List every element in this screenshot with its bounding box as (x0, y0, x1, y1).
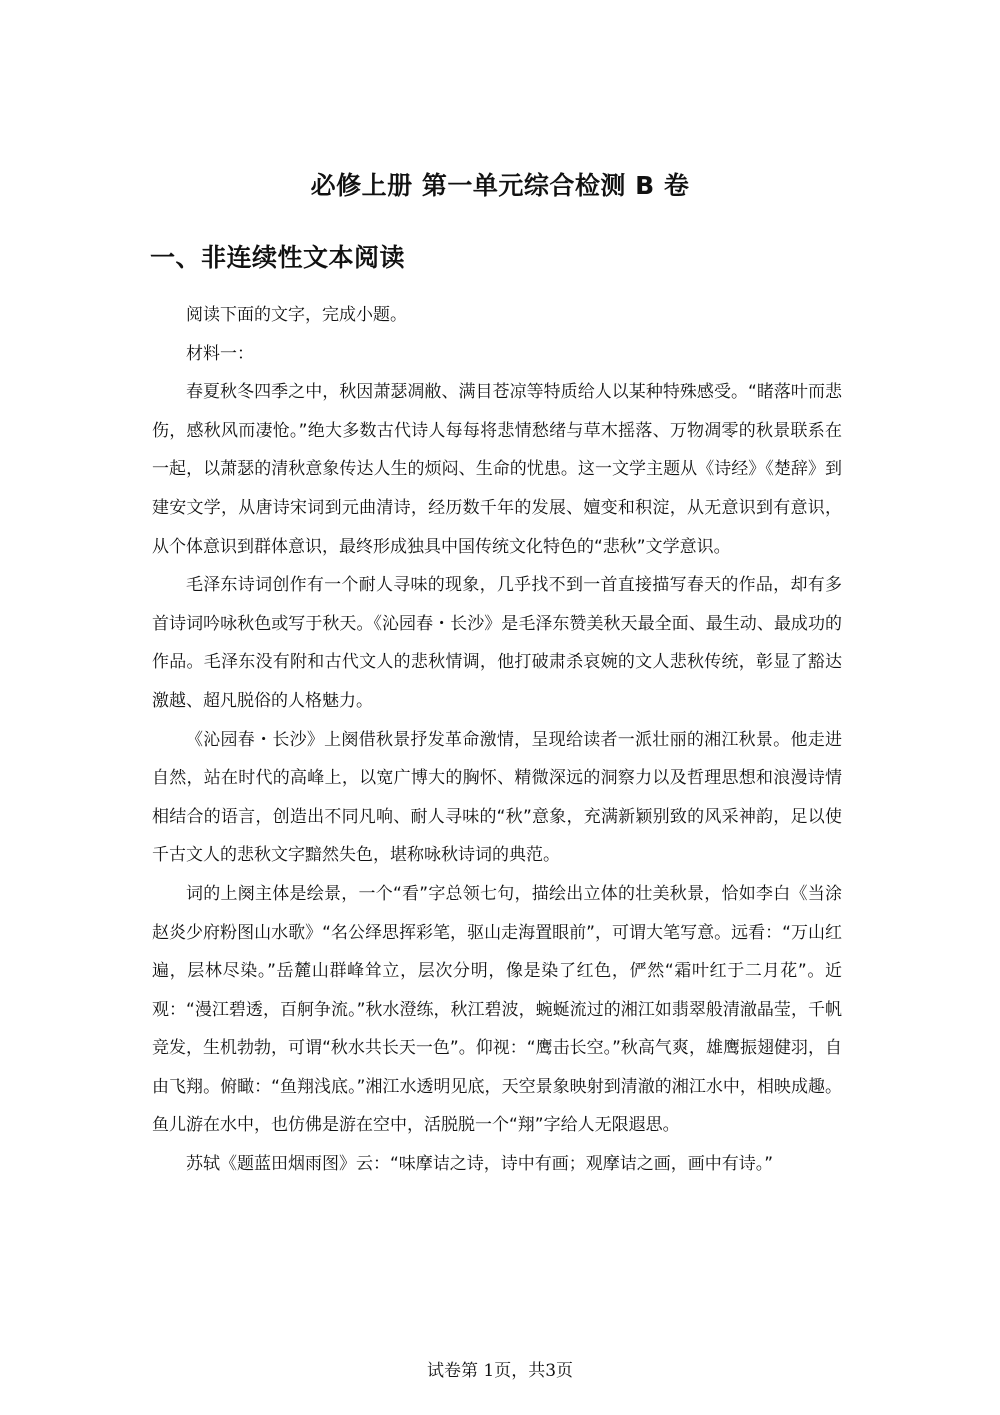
body-paragraph: 苏轼《题蓝田烟雨图》云：“味摩诘之诗，诗中有画；观摩诘之画，画中有诗。” (186, 1154, 774, 1175)
body-paragraph: 《沁园春・长沙》上阕借秋景抒发革命激情，呈现给读者一派壮丽的湘江秋景。他走进自然，站在时代的高峰上，以宽广博大的胸怀、精微深远的洞察力以及哲理思想和浪漫诗情相结合的语言，创造出不同凡响、耐人寻味的“秋”意象，充满新颖别致的风采神韵，足以使千古文人的悲秋文字黯然失色，堪称咏秋诗词的典范。 (152, 729, 842, 866)
page-footer: 试卷第 1页，共3页 (426, 1361, 574, 1381)
instruction-paragraph: 阅读下面的文字，完成小题。 (186, 305, 407, 325)
body-paragraph: 毛泽东诗词创作有一个耐人寻味的现象，几乎找不到一首直接描写春天的作品，却有多首诗词吟咏秋色或写于秋天。《沁园春・长沙》是毛泽东赞美秋天最全面、最生动、最成功的作品。毛泽东没有附和古代文人的悲秋情调，他打破肃杀哀婉的文人悲秋传统，彰显了豁达激越、超凡脱俗的人格魅力。 (152, 575, 842, 711)
body-paragraph: 春夏秋冬四季之中，秋因萧瑟凋敝、满目苍凉等特质给人以某种特殊感受。“睹落叶而悲伤，感秋风而凄怆。”绝大多数古代诗人每每将悲情愁绪与草木摇落、万物凋零的秋景联系在一起，以萧瑟的清秋意象传达人生的烦闷、生命的忧患。这一文学主题从《诗经》《楚辞》到建安文学，从唐诗宋词到元曲清诗，经历数千年的发展、嬗变和积淀，从无意识到有意识，从个体意识到群体意识，最终形成独具中国传统文化特色的“悲秋”文学意识。 (152, 382, 842, 557)
page-title: 必修上册 第一单元综合检测 B 卷 (310, 171, 690, 200)
section-heading: 一、非连续性文本阅读 (150, 243, 406, 272)
material-label: 材料一： (186, 343, 254, 364)
body-paragraph: 词的上阕主体是绘景，一个“看”字总领七句，描绘出立体的壮美秋景，恰如李白《当涂赵炎少府粉图山水歌》“名公绎思挥彩笔，驱山走海置眼前”，可谓大笔写意。远看：“万山红遍，层林尽染。”岳麓山群峰耸立，层次分明，像是染了红色，俨然“霜叶红于二月花”。近观：“漫江碧透，百舸争流。”秋水澄练，秋江碧波，蜿蜒流过的湘江如翡翠般清澈晶莹，千帆竞发，生机勃勃，可谓“秋水共长天一色”。仰视：“鹰击长空。”秋高气爽，雄鹰振翅健羽，自由飞翔。俯瞰：“鱼翔浅底。”湘江水透明见底，天空景象映射到清澈的湘江水中，相映成趣。鱼儿游在水中，也仿佛是游在空中，活脱脱一个“翔”字给人无限遐思。 (152, 883, 842, 1136)
document-body (152, 296, 842, 1184)
